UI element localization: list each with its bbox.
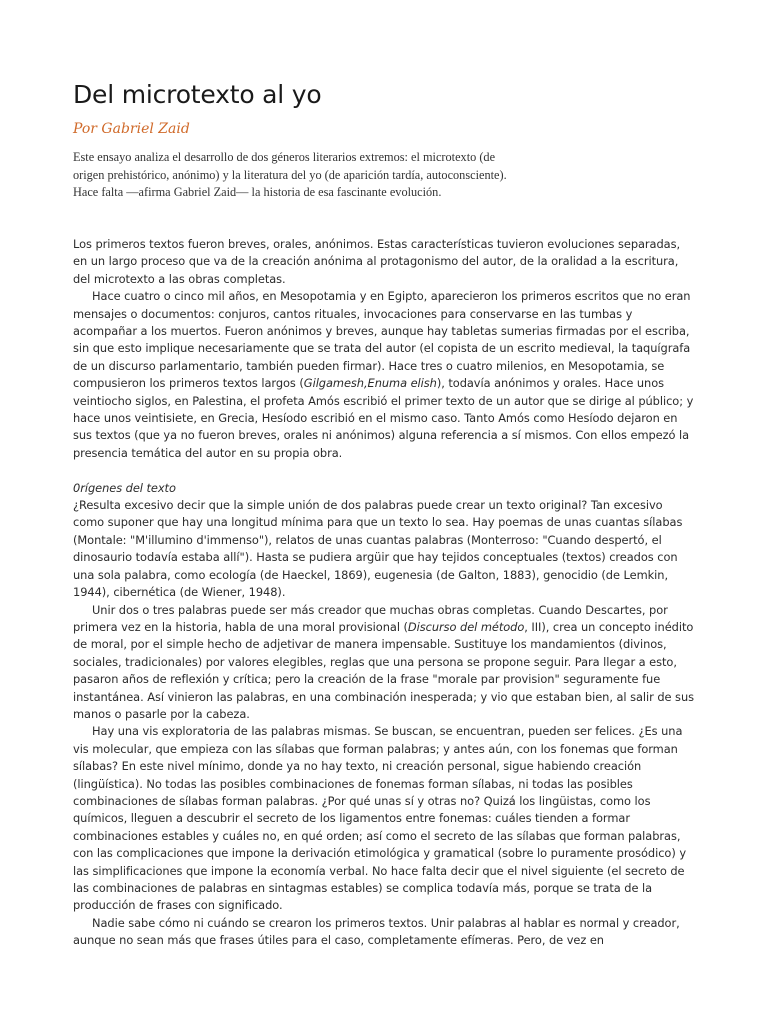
italic-title: Gilgamesh,Enuma elish (303, 376, 437, 391)
article-title: Del microtexto al yo (73, 80, 322, 109)
paragraph (73, 288, 697, 462)
article-byline: Por Gabriel Zaid (73, 121, 190, 137)
paragraph: Nadie sabe cómo ni cuándo se crearon los primeros textos. Unir palabras al hablar es normal y creador, aunque no sean más que frases útiles para el caso, completamente efímeras. Pero, de vez en (73, 915, 680, 948)
paragraph (73, 602, 697, 724)
paragraph: Hay una vis exploratoria de las palabras mismas. Se buscan, se encuentran, pueden ser felices. ¿Es una vis molecular, que empieza con las sílabas que forman palabras; y antes aún, con los fonemas que forman sílabas? En este nivel mínimo, donde ya no hay texto, ni creación personal, sigue habiendo creación (lingüística). No todas las posibles combinaciones de fonemas forman sílabas, ni todas las posibles combinaciones de sílabas forman palabras. ¿Por qué unas sí y otras no? Quizá los lingüistas, como los químicos, lleguen a descubrir el secreto de los ligamentos entre fonemas: cuáles tienden a formar combinaciones estables y cuáles no, en qué orden; así como el secreto de las sílabas que forman palabras, con las complicaciones que impone la derivación etimológica y gramatical (sobre lo puramente prosódico) y las simplificaciones que impone la economía verbal. No hace falta decir que el nivel siguiente (el secreto de las combinaciones de palabras en sintagmas estables) se complica todavía más, porque se trata de la producción de frases con significado. (73, 724, 687, 913)
paragraph-text: ), todavía anónimos y orales. Hace unos veintiocho siglos, en Palestina, el profeta Amós escribió el primer texto de un autor que se dirige al público; y hace unos veintisiete, en Grecia, Hesíodo escribió en el mismo caso. Tanto Amós como Hesíodo dejaron en sus textos (que ya no fueron breves, orales ni anónimos) alguna referencia a sí mismos. Con ellos empezó la presencia temática del autor en su propia obra. (73, 376, 694, 460)
paragraph-text: Unir dos o tres palabras puede ser más creador que muchas obras completas. Cuando Descartes, por primera vez en la historia, habla de una moral provisional ( (73, 602, 668, 634)
paragraph-text: Hace cuatro o cinco mil años, en Mesopotamia y en Egipto, aparecieron los primeros escritos que no eran mensajes o documentos: conjuros, cantos rituales, invocaciones para conservarse en las tumbas y acompañar a los muertos. Fueron anónimos y breves, aunque hay tabletas sumerias firmadas por el escriba, sin que esto implique necesariamente que se trata del autor (el copista de un escrito medieval, la taquígrafa de un discurso parlamentario, también pueden firmar). Hace tres o cuatro milenios, en Mesopotamia, se compusieron los primeros textos largos ( (73, 289, 691, 391)
italic-title: Discurso del método (407, 619, 525, 634)
article-body (73, 236, 697, 950)
article-abstract: Este ensayo analiza el desarrollo de dos géneros literarios extremos: el microtexto (de origen prehistórico, anónimo) y la literatura del yo (de aparición tardía, autoconsciente). Hace falta —afirma Gabriel Zaid— la historia de esa fascinante evolución. (73, 150, 507, 199)
paragraph: Los primeros textos fueron breves, orales, anónimos. Estas características tuvieron evoluciones separadas, en un largo proceso que va de la creación anónima al protagonismo del autor, de la oralidad a la escritura, del microtexto a las obras completas. (73, 237, 681, 286)
paragraph: ¿Resulta excesivo decir que la simple unión de dos palabras puede crear un texto original? Tan excesivo como suponer que hay una longitud mínima para que un texto lo sea. Hay poemas de unas cuantas sílabas (Montale: "M'illumino d'immenso"), relatos de unas cuantas palabras (Monterroso: "Cuando despertó, el dinosaurio todavía estaba allí"). Hasta se pudiera argüir que hay tejidos conceptuales (textos) creados con una sola palabra, como ecología (de Haeckel, 1869), eugenesia (de Galton, 1883), genocidio (de Lemkin, 1944), cibernética (de Wiener, 1948). (73, 498, 683, 600)
paragraph-text: , III), crea un concepto inédito de moral, por el simple hecho de adjetivar de manera impensable. Sustituye los mandamientos (divinos, sociales, tradicionales) por valores elegibles, reglas que una persona se propone seguir. Para llegar a esto, pasaron años de reflexión y crítica; pero la creación de la frase "morale par provision" seguramente fue instantánea. Así vinieron las palabras, en una combinación inesperada; y vio que estaban bien, al salir de sus manos o pasarle por la cabeza. (73, 619, 694, 721)
section-subheading: 0rígenes del texto (73, 480, 176, 495)
